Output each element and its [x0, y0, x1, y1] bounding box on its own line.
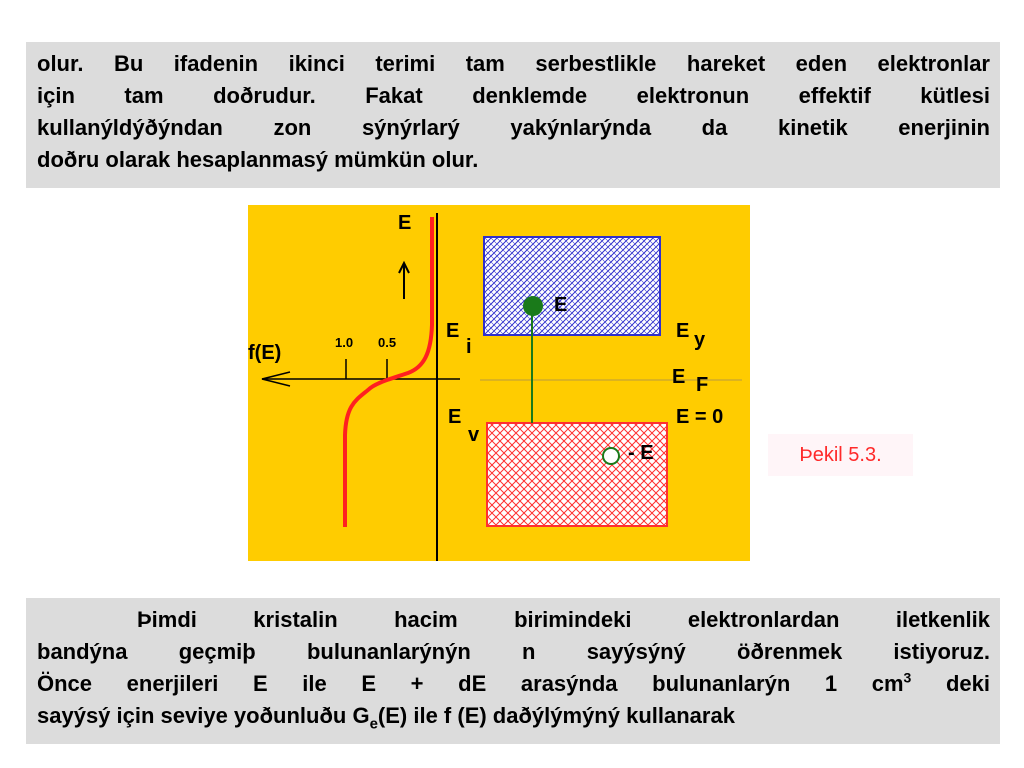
paragraph-bottom-line: bandýna geçmiþ bulunanlarýnýn n sayýsýný öðrenmek istiyoruz.: [37, 639, 990, 664]
line3-text: Önce enerjileri E ile E + dE arasýnda bulunanlarýn 1 cm: [37, 671, 904, 696]
zero-energy-label: E = 0: [676, 406, 724, 428]
paragraph-bottom-line1: Þimdi kristalin hacim birimindeki elektronlardan iletkenlik: [137, 607, 990, 632]
energy-axis-label: E: [398, 212, 412, 234]
paragraph-top-line: için tam doðrudur. Fakat denklemde elektronun effektif kütlesi: [37, 83, 990, 108]
valence-band: [487, 423, 667, 526]
paragraph-top-line: doðru olarak hesaplanmasý mümkün olur.: [37, 147, 479, 172]
paragraph-top-line: kullanýldýðýndan zon sýnýrlarý yakýnlarýnda da kinetik enerjinin: [37, 115, 990, 140]
line3-tail: deki: [911, 671, 990, 696]
paragraph-bottom-line: [37, 700, 990, 732]
line3-superscript: 3: [903, 669, 912, 686]
f-axis-label: f(E): [248, 342, 282, 364]
paragraph-top-line: olur. Bu ifadenin ikinci terimi tam serbestlikle hareket eden elektronlar: [37, 51, 990, 76]
ei-label: E: [446, 320, 460, 342]
fermi-dirac-curve: [345, 217, 432, 527]
paragraph-bottom-line: [37, 604, 990, 636]
line4-text: sayýsý için seviye yoðunluðu G: [37, 703, 370, 728]
band-diagram: [248, 205, 750, 561]
conduction-band: [484, 237, 660, 335]
electron-label: E: [554, 294, 568, 316]
hole-label: - E: [628, 442, 654, 464]
figure-caption: Þekil 5.3.: [768, 434, 913, 476]
ei-subscript: i: [466, 336, 472, 358]
ey-label: E: [676, 320, 690, 342]
hole-circle: [603, 448, 619, 464]
tick-label-05: 0.5: [378, 335, 397, 350]
ef-subscript: F: [696, 374, 709, 396]
paragraph-top: [26, 42, 1000, 188]
ef-label: E: [672, 366, 686, 388]
ey-subscript: y: [694, 329, 706, 351]
line4-tail: (E) ile f (E) daðýlýmýný kullanarak: [377, 703, 735, 728]
electron-dot: [523, 296, 543, 316]
line4-subscript: e: [369, 715, 378, 733]
paragraph-bottom: [26, 598, 1000, 744]
ev-subscript: v: [468, 424, 480, 446]
paragraph-bottom-line: [37, 668, 990, 700]
tick-label-1: 1.0: [335, 335, 354, 350]
ev-label: E: [448, 406, 462, 428]
